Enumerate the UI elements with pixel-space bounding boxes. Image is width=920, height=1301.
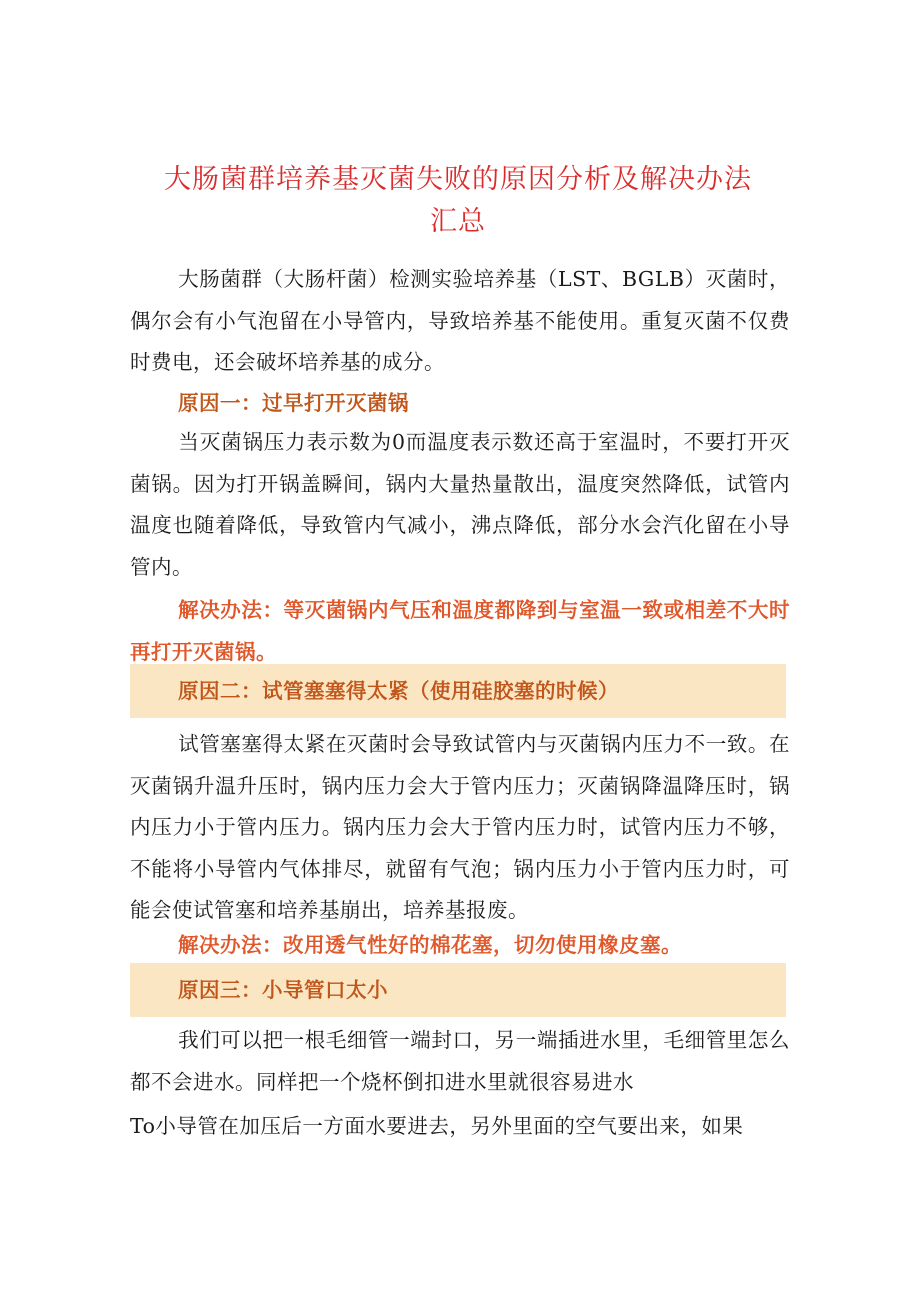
- reason2-body-text: 试管塞塞得太紧在灭菌时会导致试管内与灭菌锅内压力不一致。在灭菌锅升温升压时，锅内压力会大于管内压力；灭菌锅降温降压时，锅内压力小于管内压力。锅内压力会大于管内压力时，试管内压力不够，不能将小导管内气体排尽，就留有气泡；锅内压力小于管内压力时，可能会使试管塞和培养基崩出，培养基报废。: [130, 732, 790, 922]
- reason3-heading: [130, 963, 786, 1017]
- document-title-line-2: 汇总: [430, 206, 486, 237]
- reason2-solution-text: 解决办法：改用透气性好的棉花塞，切勿使用橡皮塞。: [178, 933, 682, 957]
- reason3-heading-text: 原因三：小导管口太小: [178, 978, 388, 1002]
- reason2-solution: [130, 925, 790, 967]
- reason3-body: [130, 1020, 790, 1103]
- document-title-line-1: 大肠菌群培养基灭菌失败的原因分析及解决办法: [164, 164, 752, 195]
- intro-text: 大肠菌群（大肠杆菌）检测实验培养基（LST、BGLB）灭菌时，偶尔会有小气泡留在小导管内，导致培养基不能使用。重复灭菌不仅费时费电，还会破坏培养基的成分。: [130, 267, 790, 374]
- reason1-body: [130, 422, 790, 588]
- reason3-body-text: 我们可以把一根毛细管一端封口，另一端插进水里，毛细管里怎么都不会进水。同样把一个烧杯倒扣进水里就很容易进水: [130, 1028, 790, 1094]
- reason2-heading: [130, 664, 786, 718]
- reason3-tail-line: To小导管在加压后一方面水要进去，另外里面的空气要出来，如果: [130, 1114, 744, 1138]
- reason2-body: [130, 724, 790, 932]
- intro-paragraph: [130, 259, 790, 384]
- reason1-solution: [130, 590, 790, 673]
- reason2-heading-text: 原因二：试管塞塞得太紧（使用硅胶塞的时候）: [178, 679, 619, 703]
- reason1-heading-text: 原因一：过早打开灭菌锅: [178, 391, 409, 415]
- reason1-body-text: 当灭菌锅压力表示数为0而温度表示数还高于室温时，不要打开灭菌锅。因为打开锅盖瞬间，锅内大量热量散出，温度突然降低，试管内温度也随着降低，导致管内气减小，沸点降低，部分水会汽化留在小导管内。: [130, 430, 790, 579]
- reason1-solution-text: 解决办法：等灭菌锅内气压和温度都降到与室温一致或相差不大时再打开灭菌锅。: [130, 598, 790, 664]
